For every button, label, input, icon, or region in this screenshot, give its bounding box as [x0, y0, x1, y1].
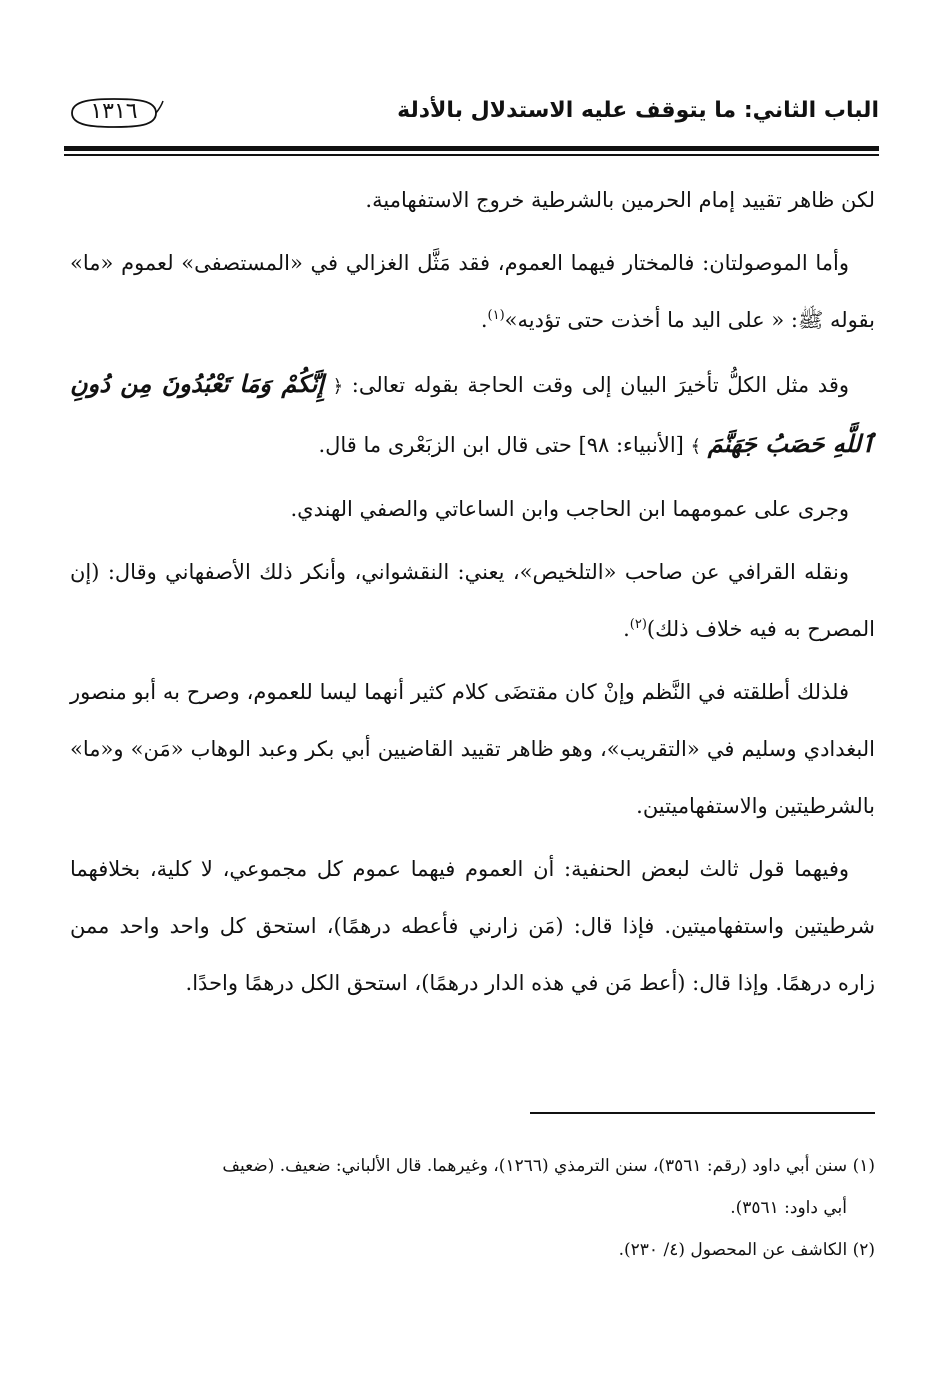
paragraph: [70, 355, 875, 475]
paragraph: [70, 235, 875, 349]
paragraph-text: وجرى على عمومهما ابن الحاجب وابن الساعاتي والصفي الهندي.: [290, 497, 849, 521]
paragraph-text: وأما الموصولتان: فالمختار فيهما العموم، فقد مَثَّل الغزالي في «المستصفى» لعموم «ما» بقوله ﷺ: « على اليد ما أخذت حتى تؤديه»: [70, 251, 875, 332]
paragraph: [70, 544, 875, 658]
footnote-text: (٢) الكاشف عن المحصول (٤/ ٢٣٠).: [618, 1240, 875, 1260]
footnote-1-continued: [70, 1190, 875, 1226]
footnote-1: [70, 1148, 875, 1184]
running-title: الباب الثاني: ما يتوقف عليه الاستدلال بالأدلة: [397, 98, 879, 123]
paragraph: [70, 172, 875, 229]
paragraph: [70, 841, 875, 1012]
paragraph: [70, 664, 875, 835]
paragraph-text: ونقله القرافي عن صاحب «التلخيص»، يعني: النقشواني، وأنكر ذلك الأصفهاني وقال: (إن المصرح به فيه خلاف ذلك): [70, 560, 875, 641]
paragraph-end: .: [623, 617, 630, 641]
main-text: [70, 172, 875, 1018]
header-rule-thick: [64, 146, 879, 151]
footnotes: [70, 1148, 875, 1274]
header-rule-thin: [64, 154, 879, 156]
footnote-separator: [530, 1112, 875, 1114]
quran-brace-close: ﴾: [690, 436, 702, 457]
footnote-2: [70, 1232, 875, 1268]
footnote-ref[interactable]: (٢): [629, 617, 647, 632]
footnote-text: (١) سنن أبي داود (رقم: ٣٥٦١)، سنن الترمذي (١٢٦٦)، وغيرهما. قال الألباني: ضعيف. (ضعيف: [222, 1156, 875, 1176]
paragraph-text: وفيهما قول ثالث لبعض الحنفية: أن العموم فيهما عموم كل مجموعي، لا كلية، بخلافهما شرطيتين واستفهاميتين. فإذا قال: (مَن زارني فأعطه درهمًا)، استحق كل واحد واحد ممن زاره درهمًا. وإذا قال: (أعط مَن في هذه الدار درهمًا)، استحق الكل درهمًا واحدًا.: [70, 857, 875, 995]
page-header: [64, 92, 879, 142]
page-number: ١٣١٦: [90, 99, 138, 124]
page-number-frame: [64, 96, 164, 130]
paragraph-text: [الأنبياء: ٩٨] حتى قال ابن الزبَعْرى ما قال.: [318, 433, 684, 457]
paragraph: [70, 481, 875, 538]
paragraph-text: وقد مثل الكلُّ تأخيرَ البيان إلى وقت الحاجة بقوله تعالى:: [351, 373, 850, 397]
footnote-ref[interactable]: (١): [487, 308, 505, 323]
quran-brace-open: ﴿: [332, 376, 344, 397]
paragraph-end: .: [480, 308, 488, 332]
paragraph-text: لكن ظاهر تقييد إمام الحرمين بالشرطية خروج الاستفهامية.: [365, 188, 875, 212]
quran-verse: إِنَّكُمْ وَمَا تَعْبُدُونَ مِن دُونِ ٱللَّهِ حَصَبُ جَهَنَّمَ: [70, 369, 875, 458]
footnote-text: أبي داود: ٣٥٦١).: [730, 1198, 847, 1218]
paragraph-text: فلذلك أطلقته في النَّظم وإنْ كان مقتضَى كلام كثير أنهما ليسا للعموم، وصرح به أبو منصور البغدادي وسليم في «التقريب»، وهو ظاهر تقييد القاضيين أبي بكر وعبد الوهاب «مَن» و«ما» بالشرطيتين والاستفهاميتين.: [70, 680, 875, 818]
